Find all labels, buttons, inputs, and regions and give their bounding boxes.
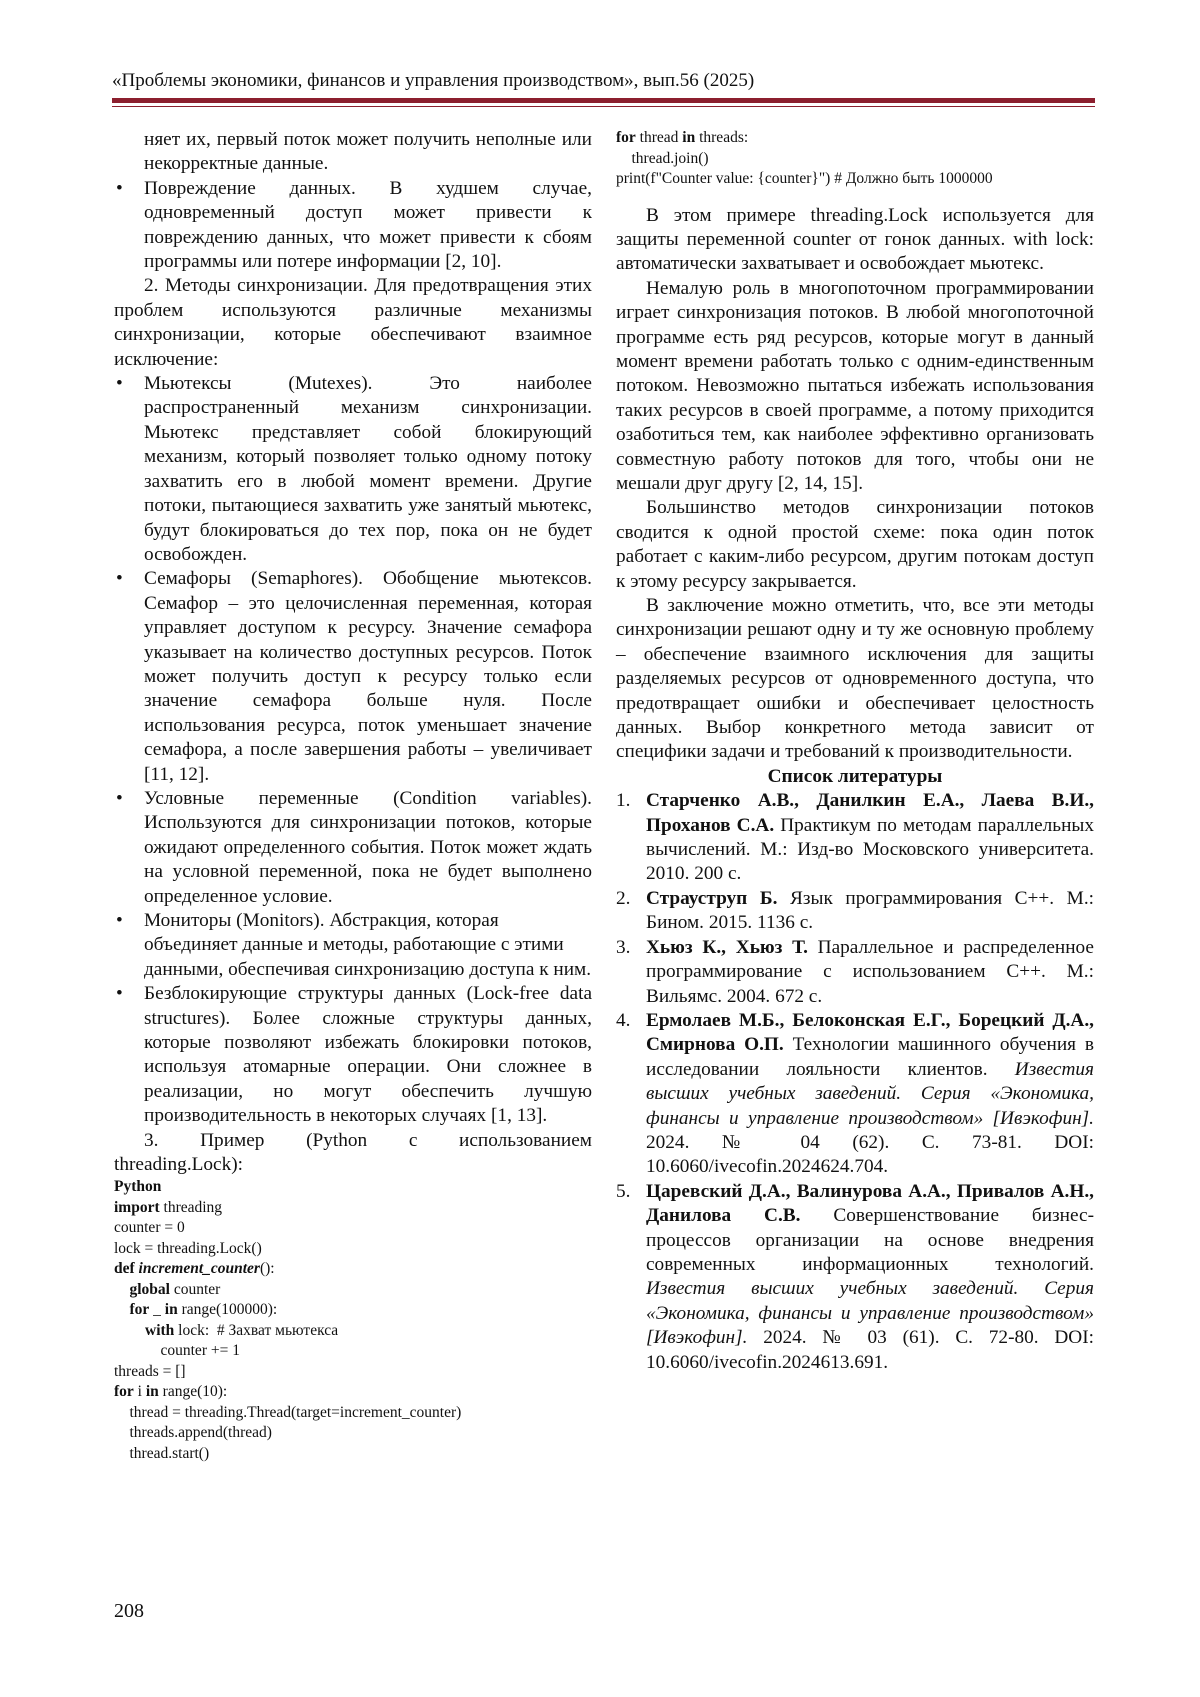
- reference-details: 2024. № 04 (62). С. 73-81. DOI: 10.6060/ivecofin.2024624.704.: [646, 1131, 1094, 1178]
- reference-authors: Старченко А.В., Данилкин Е.А., Лаева В.И., Проханов С.А.: [646, 790, 1094, 836]
- reference-text: Совершенствование бизнес-процессов организации на основе внедрения современных информационных технологий.: [646, 1205, 1095, 1275]
- reference-item: [616, 936, 1094, 1009]
- header-rule-thick: [112, 98, 1095, 103]
- reference-text: Параллельное и распределенное программирование с использованием С++. М.: Вильямс. 2004. 672 с.: [646, 936, 1094, 1007]
- bullet-lock-free: • Безблокирующие структуры данных (Lock-free data structures). Более сложные структуры данных, которые позволяют избежать блокировки потоков, используя атомарные операции. Они сложнее в реализации, но могут обеспечить лучшую производительность в некоторых случаях [1, 13].: [114, 982, 592, 1128]
- reference-text: Язык программирования С++. М.: Бином. 2015. 1136 с.: [646, 887, 1094, 934]
- paragraph-intro: няет их, первый поток может получить неполные или некорректные данные.: [144, 129, 592, 175]
- bullet-list-methods: [114, 372, 592, 1129]
- references-list: [616, 789, 1094, 1375]
- reference-authors: Страуструп Б.: [646, 887, 778, 909]
- reference-authors: Хьюз К., Хьюз Т.: [646, 936, 808, 958]
- left-column: [114, 128, 592, 1464]
- paragraph-sync-scheme: Большинство методов синхронизации потоков сводится к одной простой схеме: пока один поток работает с каким-либо ресурсом, другим потокам доступ к этому ресурсу закрывается.: [616, 497, 1094, 592]
- bullet-monitors: • Мониторы (Monitors). Абстракция, которая объединяет данные и методы, работающие с этими данными, обеспечивая синхронизацию доступа к ним.: [114, 909, 592, 982]
- reference-item: [616, 1009, 1094, 1180]
- reference-number: 2.: [616, 887, 631, 909]
- references-heading: Список литературы: [767, 765, 943, 787]
- reference-number: 1.: [616, 790, 631, 812]
- reference-journal: Известия высших учебных заведений. Серия «Экономика, финансы и управление производством» [Ивэкофин].: [646, 1278, 1094, 1349]
- bullet-mutex: • Мьютексы (Mutexes). Это наиболее распространенный механизм синхронизации. Мьютекс представляет собой блокирующий механизм, который позволяет только одному потоку захватить его в любой момент времени. Другие потоки, пытающиеся захватить уже занятый мьютекс, будут блокироваться до тех пор, пока он не будет освобожден.: [114, 372, 592, 567]
- reference-item: [616, 789, 1094, 887]
- reference-text: Технологии машинного обучения в исследовании лояльности клиентов.: [646, 1034, 1094, 1080]
- code-block-right: for thread in threads: thread.join() print(f"Counter value: {counter}") # Должно быть 1000000: [616, 129, 993, 187]
- reference-authors: Ермолаев М.Б., Белоконская Е.Г., Борецкий Д.А., Смирнова О.П.: [646, 1009, 1094, 1056]
- right-column: [616, 128, 1094, 1375]
- header-rule-thin: [112, 106, 1095, 107]
- paragraph-lock-explanation: В этом примере threading.Lock используется для защиты переменной counter от гонок данных. with lock: автоматически захватывает и освобождает мьютекс.: [616, 204, 1094, 275]
- code-block-left: Python import threading counter = 0 lock = threading.Lock() def increment_counter(): global counter for _ in range(100000): with lock: # Захват мьютекса counter += 1 threads = [] for i in range(10): thread = threading.Thread(target=increment_counter) threads.append(thread) thread.start(): [114, 1178, 462, 1462]
- bullet-condition-variables: • Условные переменные (Condition variables). Используются для синхронизации потоков, которые ожидают определенного события. Поток может ждать на условной переменной, пока не будет выполнено определенное условие.: [114, 787, 592, 909]
- reference-journal: Известия высших учебных заведений. Серия «Экономика, финансы и управление производством» [Ивэкофин].: [646, 1058, 1094, 1129]
- reference-number: 4.: [616, 1009, 631, 1031]
- reference-text: Практикум по методам параллельных вычислений. М.: Изд-во Московского университета. 2010. 200 с.: [646, 814, 1094, 885]
- page-number: 208: [114, 1600, 144, 1622]
- reference-number: 3.: [616, 936, 631, 958]
- paragraph-conclusion: В заключение можно отметить, что, все эти методы синхронизации решают одну и ту же основную проблему – обеспечение взаимного исключения для защиты разделяемых ресурсов от одновременного доступа, что предотвращает ошибки и обеспечивает целостность данных. Выбор конкретного метода зависит от специфики задачи и требований к производительности.: [616, 595, 1094, 763]
- reference-item: [616, 1180, 1094, 1375]
- paragraph-methods: 2. Методы синхронизации. Для предотвращения этих проблем используются различные механизмы синхронизации, которые обеспечивают взаимное исключение:: [114, 275, 592, 370]
- journal-header: «Проблемы экономики, финансов и управления производством», вып.56 (2025): [112, 70, 755, 91]
- bullet-semaphore: • Семафоры (Semaphores). Обобщение мьютексов. Семафор – это целочисленная переменная, которая управляет доступом к ресурсу. Значение семафора указывает на количество доступных ресурсов. Поток может получить доступ к ресурсу только если значение семафора больше нуля. После использования ресурса, поток уменьшает значение семафора, а после завершения работы – увеличивает [11, 12].: [114, 567, 592, 787]
- reference-number: 5.: [616, 1180, 631, 1202]
- paragraph-example-heading: 3. Пример (Python с использованием: [144, 1129, 592, 1151]
- reference-item: [616, 887, 1094, 936]
- paragraph-example-heading-cont: threading.Lock):: [114, 1154, 244, 1176]
- bullet-data-damage: • Повреждение данных. В худшем случае, одновременный доступ может привести к повреждению данных, что может привести к сбоям программы или потере информации [2, 10].: [114, 177, 592, 275]
- bullet-list-risks: [114, 177, 592, 275]
- paragraph-sync-role: Немалую роль в многопоточном программировании играет синхронизация потоков. В любой многопоточной программе есть ряд ресурсов, которые могут в данный момент времени работать только с одним-единственным потоком. Невозможно пытаться избежать использования таких ресурсов в своей программе, а потому приходится озаботиться тем, как наиболее эффективно организовать совместную работу потоков для того, чтобы они не мешали друг другу [2, 14, 15].: [616, 277, 1094, 494]
- reference-details: 2024. № 03 (61). С. 72-80. DOI: 10.6060/ivecofin.2024613.691.: [646, 1327, 1094, 1373]
- reference-authors: Царевский Д.А., Валинурова А.А., Привалов А.Н., Данилова С.В.: [646, 1180, 1094, 1227]
